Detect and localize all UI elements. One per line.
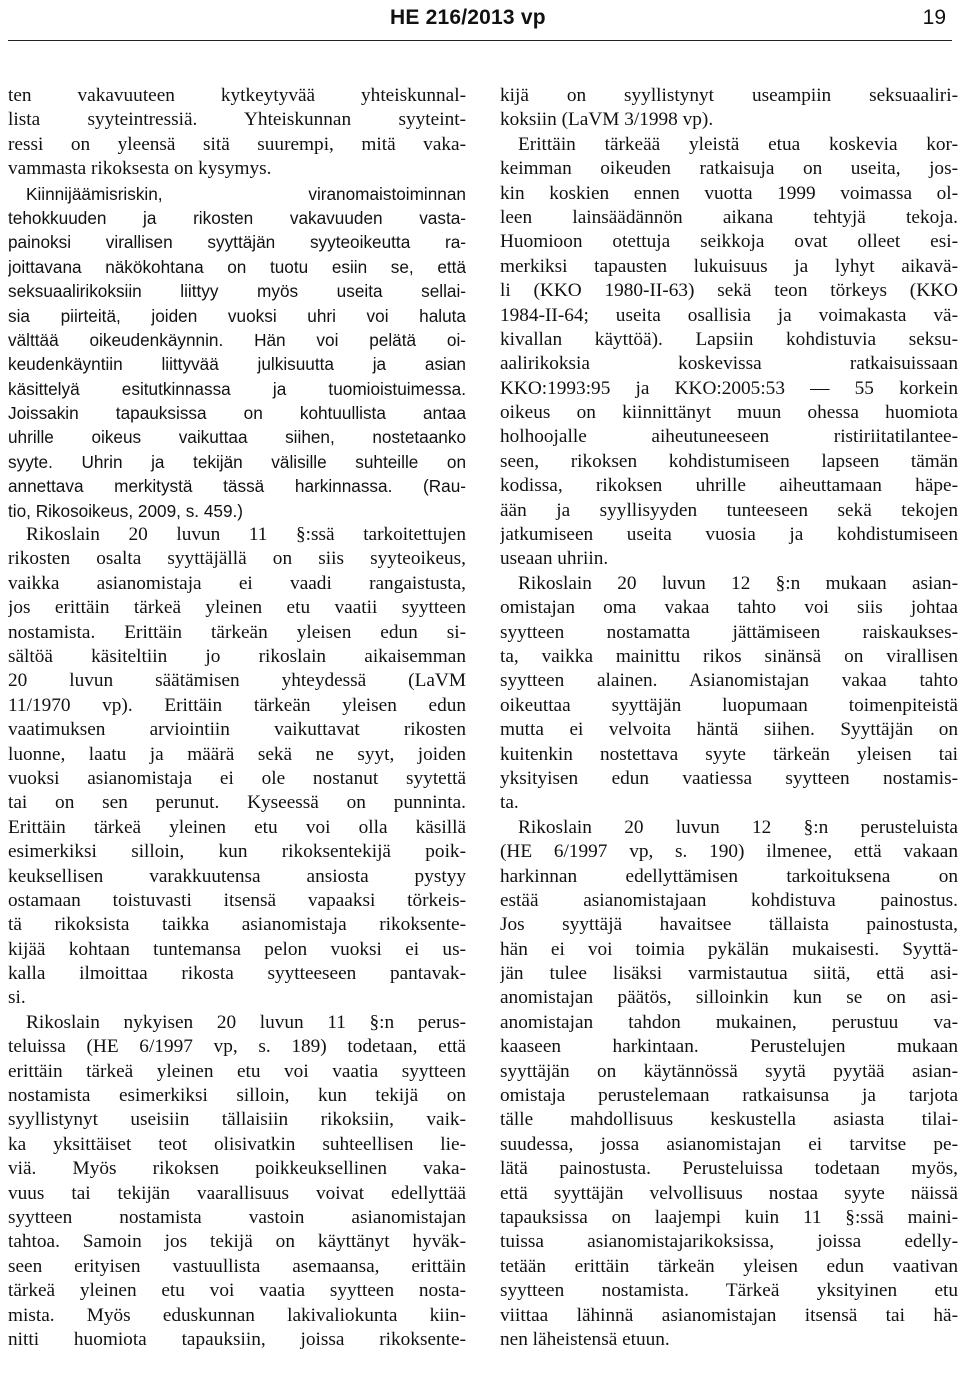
text-line: kivallan käyttöä). Lapsiin kohdistuvia seksu-	[500, 328, 958, 350]
text-line: li (KKO 1980-II-63) sekä teon törkeys (KKO	[500, 280, 958, 302]
text-line: nen läheistensä etuun.	[500, 1328, 670, 1350]
text-line: hän ei voi toimia pykälän mukaisesti. Syyttä-	[500, 938, 958, 960]
text-line: jatkumiseen useita vuosia ja kohdistumiseen	[500, 524, 958, 546]
text-line: jän tulee lisäksi varmistautua siitä, että asi-	[500, 963, 958, 985]
text-line: kodissa, rikoksen uhrille aiheuttamaan häpe-	[500, 475, 958, 497]
text-line: syytteen alainen. Asianomistajan vakaa tahto	[500, 670, 958, 692]
text-line: tehokkuuden ja rikosten vakavuuden vasta-	[8, 207, 466, 228]
text-line: Joissakin tapauksissa on kohtuullista antaa	[8, 403, 466, 424]
text-line: kin koskien ennen vuotta 1999 voimassa ol-	[500, 182, 958, 204]
text-line: tai on sen perunut. Kyseessä on punninta.	[8, 792, 466, 814]
text-line: kijä on syyllistynyt useampiin seksuaaliri-	[500, 85, 958, 106]
text-line: vaikka asianomistaja ei vaadi rangaistusta,	[8, 572, 466, 594]
text-line: syyte. Uhrin ja tekijän välisille suhteille on	[8, 451, 466, 472]
text-line: useaan uhriin.	[500, 548, 609, 570]
text-line: ka yksittäiset teot olisivatkin suhteellisen lie-	[8, 1133, 466, 1155]
text-line: keimman oikeuden ratkaisuja on useita, jos-	[500, 158, 958, 180]
text-line: omistaja perustelemaan ratkaisunsa ja tarjota	[500, 1085, 958, 1107]
text-line: kijää kohtaan tuntemansa pelon vuoksi ei us-	[8, 938, 466, 960]
text-line: oikeus on kiinnittänyt muun ohessa huomiota	[500, 402, 958, 424]
text-line: jos erittäin tärkeä yleinen etu vaatii syytteen	[8, 597, 466, 619]
text-line: tio, Rikosoikeus, 2009, s. 459.)	[8, 500, 244, 521]
text-line: syyttäjän on käytännössä syytä pyytää asian-	[500, 1060, 958, 1082]
page-number: 19	[922, 6, 946, 29]
text-line: syytteen nostamatta jättämiseen raiskaukses-	[500, 621, 958, 643]
text-line: tälle mahdollisuus keskustella asiasta tilai-	[500, 1109, 958, 1131]
text-line: Huomioon otettuja seikkoja ovat olleet esi-	[500, 231, 958, 253]
text-line: (HE 6/1997 vp, s. 190) ilmenee, että vakaan	[500, 841, 958, 863]
text-line: nitti huomiota tapauksiin, joissa rikoksente-	[8, 1328, 466, 1350]
text-line: syyllistynyt useisiin tällaisiin rikoksiin, vaik-	[8, 1109, 466, 1131]
text-line: seen, rikoksen kohdistumiseen lapseen tämän	[500, 450, 958, 472]
text-line: tetään erittäin tärkeän yleisen edun vaativan	[500, 1255, 958, 1277]
text-line: ostamaan toistuvasti itsensä vapaaksi törkeis-	[8, 889, 466, 911]
text-line: tahtoa. Samoin jos tekijä on käyttänyt hyväk-	[8, 1231, 466, 1253]
text-line: Rikoslain 20 luvun 12 §:n perusteluista	[518, 816, 958, 838]
text-line: Jos syyttäjä havaitsee tällaista painostusta,	[500, 914, 958, 936]
text-line: painoksi virallisen syyttäjän syyteoikeutta ra-	[8, 232, 466, 253]
text-line: KKO:1993:95 ja KKO:2005:53 — 55 korkein	[500, 377, 958, 399]
text-line: välttää oikeudenkäynnin. Hän voi pelätä oi-	[8, 329, 466, 350]
text-line: syytteen nostamista vastoin asianomistajan	[8, 1206, 466, 1228]
text-line: ta.	[500, 792, 519, 814]
text-line: seksuaalirikoksiin liittyy myös useita sellai-	[8, 281, 466, 302]
text-line: keuksellisen varakkuutensa ansiosta pystyy	[8, 865, 466, 887]
text-line: erittäin tärkeä yleinen etu voi vaatia syytteen	[8, 1060, 466, 1082]
text-line: mista. Myös eduskunnan lakivaliokunta kiin-	[8, 1304, 466, 1326]
text-line: tuissa asianomistajarikoksissa, joissa edelly-	[500, 1231, 958, 1253]
text-line: sältöä käsiteltiin jo rikoslain aikaisemman	[8, 645, 466, 667]
text-line: ten vakavuuteen kytkeytyvää yhteiskunnal-	[8, 85, 466, 106]
header-rule	[8, 40, 952, 41]
text-line: 11/1970 vp). Erittäin tärkeän yleisen edun	[8, 694, 466, 716]
text-line: harkinnan edellyttämisen tarkoituksena on	[500, 865, 958, 887]
document-id: HE 216/2013 vp	[390, 6, 546, 29]
left-column	[8, 84, 466, 1352]
text-line: kuitenkin nostettava syyte tärkeän yleisen tai	[500, 743, 958, 765]
text-line: lista syyteintressiä. Yhteiskunnan syyteint-	[8, 109, 466, 131]
text-line: seen erityisen vastuullista asemaansa, erittäin	[8, 1255, 466, 1277]
text-line: 20 luvun säätämisen yhteydessä (LaVM	[8, 670, 466, 692]
text-line: aalirikoksia koskevissa ratkaisuissaan	[500, 353, 958, 375]
text-line: nostamista esimerkiksi silloin, kun tekijä on	[8, 1085, 466, 1107]
text-line: sia piirteitä, joiden vuoksi uhri voi haluta	[8, 305, 466, 326]
text-line: Rikoslain 20 luvun 12 §:n mukaan asian-	[518, 572, 958, 594]
text-line: Kiinnijäämisriskin, viranomaistoiminnan	[26, 183, 466, 204]
text-line: Rikoslain nykyisen 20 luvun 11 §:n perus-	[26, 1011, 466, 1033]
text-line: mutta ei velvoita häntä siihen. Syyttäjän on	[500, 719, 958, 741]
text-line: kaaseen harkintaan. Perustelujen mukaan	[500, 1036, 958, 1058]
text-line: ressi on yleensä sitä suurempi, mitä vaka-	[8, 133, 466, 155]
text-line: rikosten osalta syyttäjällä on siis syyteoikeus,	[8, 548, 466, 570]
text-line: anomistajan päätös, silloinkin kun se on asi-	[500, 987, 958, 1009]
text-line: tä rikoksista taikka asianomistaja rikoksente-	[8, 914, 466, 936]
right-column	[500, 84, 958, 1352]
text-line: holhoojalle aiheutuneeseen ristiriitatilantee-	[500, 426, 958, 448]
text-line: vaatimuksen arviointiin vaikuttavat rikosten	[8, 719, 466, 741]
text-line: yksityisen edun vaatiessa syytteen nostamis-	[500, 767, 958, 789]
text-line: teluissa (HE 6/1997 vp, s. 189) todetaan, että	[8, 1036, 466, 1058]
text-line: oikeuttaa syyttäjän luopumaan toimenpiteistä	[500, 694, 958, 716]
text-line: keudenkäyntiin liittyvää julkisuutta ja asian	[8, 354, 466, 375]
text-line: ta, vaikka mainittu rikos sinänsä on virallisen	[500, 645, 958, 667]
page-header	[0, 0, 960, 40]
text-line: omistajan oma vakaa tahto voi siis johtaa	[500, 597, 958, 619]
text-line: vuus tai tekijän vaarallisuus voivat edellyttää	[8, 1182, 466, 1204]
text-line: leen lainsäädännön aikana tehtyjä tekoja.	[500, 206, 958, 228]
text-line: että syyttäjän velvollisuus nostaa syyte näissä	[500, 1182, 958, 1204]
text-line: ään ja syyllisyyden tunteeseen sekä tekojen	[500, 499, 958, 521]
text-line: 1984-II-64; useita osallisia ja voimakasta vä-	[500, 304, 958, 326]
text-line: kalla ilmoittaa rikosta syytteeseen pantavak-	[8, 963, 466, 985]
text-line: vuoksi asianomistaja ei ole nostanut syytettä	[8, 767, 466, 789]
text-line: si.	[8, 987, 26, 1009]
text-line: Rikoslain 20 luvun 11 §:ssä tarkoitettujen	[26, 524, 466, 546]
text-line: tapauksissa on laajempi kuin 11 §:ssä maini-	[500, 1206, 958, 1228]
text-line: käsittelyä esitutkinnassa ja tuomioistuimessa.	[8, 378, 466, 399]
text-line: syytteen nostamista. Tärkeä yksityinen etu	[500, 1280, 958, 1302]
text-line: viittaa lähinnä asianomistajan itsensä tai hä-	[500, 1304, 958, 1326]
text-line: luonne, laatu ja määrä sekä ne syyt, joiden	[8, 743, 466, 765]
text-line: anomistajan tahdon mukainen, perustuu va-	[500, 1011, 958, 1033]
text-line: lätä painostusta. Perusteluissa todetaan myös,	[500, 1158, 958, 1180]
text-line: estää asianomistajaan kohdistuva painostus.	[500, 889, 958, 911]
text-line: uhrille oikeus vaikuttaa siihen, nostetaanko	[8, 427, 466, 448]
text-line: Erittäin tärkeää yleistä etua koskevia kor-	[518, 133, 958, 155]
text-line: merkiksi tapausten lukuisuus ja lyhyt aikavä-	[500, 255, 958, 277]
text-line: tärkeä yleinen etu voi vaatia syytteen nosta-	[8, 1280, 466, 1302]
text-line: Erittäin tärkeä yleinen etu voi olla käsillä	[8, 816, 466, 838]
text-line: vammasta rikoksesta on kysymys.	[8, 158, 272, 180]
text-line: koksiin (LaVM 3/1998 vp).	[500, 109, 714, 131]
text-line: esimerkiksi silloin, kun rikoksentekijä poik-	[8, 841, 466, 863]
text-line: annettava merkitystä tässä harkinnassa. (Rau-	[8, 476, 466, 497]
text-line: viä. Myös rikoksen poikkeuksellinen vaka-	[8, 1158, 466, 1180]
text-line: nostamista. Erittäin tärkeän yleisen edun si-	[8, 621, 466, 643]
text-line: suudessa, jossa asianomistajan ei tarvitse pe-	[500, 1133, 958, 1155]
text-line: joittavana näkökohtana on tuotu esiin se, että	[8, 256, 466, 277]
